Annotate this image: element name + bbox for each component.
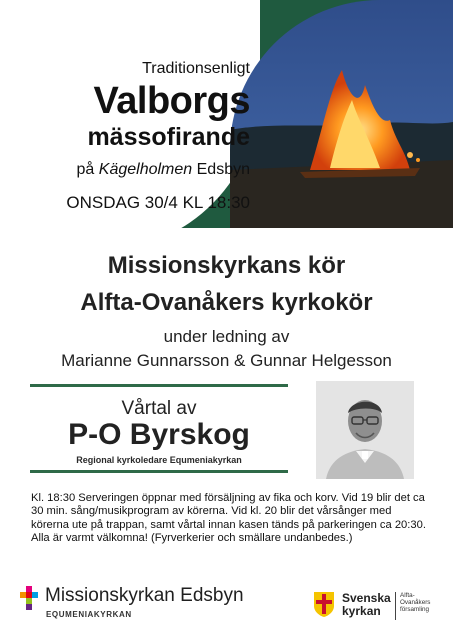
missionskyrkan-logo <box>17 585 277 625</box>
missionskyrkan-cross-icon <box>17 586 41 610</box>
speaker-portrait <box>316 381 414 479</box>
logo-divider <box>395 592 396 620</box>
place-prefix: på <box>76 161 95 178</box>
svenska-kyrkan-shield-icon <box>312 590 336 618</box>
tagline: Traditionsenligt <box>142 60 250 77</box>
header-section <box>0 0 453 228</box>
missionskyrkan-name: Missionskyrkan Edsbyn <box>45 585 244 606</box>
place-line <box>0 161 250 179</box>
leaders-names: Marianne Gunnarsson & Gunnar Helgesson <box>61 351 392 370</box>
choir-line-2: Alfta-Ovanåkers kyrkokör <box>80 289 373 316</box>
place-name: Kägelholmen <box>98 161 193 178</box>
led-by-label: under ledning av <box>163 327 290 346</box>
program-info: Kl. 18:30 Serveringen öppnar med försäljning av fika och korv. Vid 19 blir det ca 30 min. sång/musikprogram av körerna. Vid kl. 20 blir det vårsånger med körerna ute på trappan, samt vårtal innan kasen tänds på parkeringen ca 20:30. Alla är varmt välkomna! (Fyrverkerier och smällare undanbedes.) <box>31 492 426 545</box>
divider-bottom <box>30 470 288 473</box>
title-line-1: Valborgs <box>93 80 250 122</box>
speech-label: Vårtal av <box>121 398 197 419</box>
equmeniakyrkan-label: EQUMENIAKYRKAN <box>46 610 132 619</box>
speaker-role: Regional kyrkoledare Equmeniakyrkan <box>76 455 242 465</box>
svenska-kyrkan-name: Svenska kyrkan <box>342 591 391 618</box>
divider-top <box>30 384 288 387</box>
event-datetime: ONSDAG 30/4 KL 18:30 <box>66 193 250 212</box>
svenska-kyrkan-logo <box>312 590 442 626</box>
choir-line-1: Missionskyrkans kör <box>107 252 346 279</box>
place-town: Edsbyn <box>196 161 250 178</box>
parish-name: Alfta- Ovanåkers församling <box>400 592 431 614</box>
speaker-name: P-O Byrskog <box>68 418 250 451</box>
title-line-2: mässofirande <box>87 123 250 151</box>
